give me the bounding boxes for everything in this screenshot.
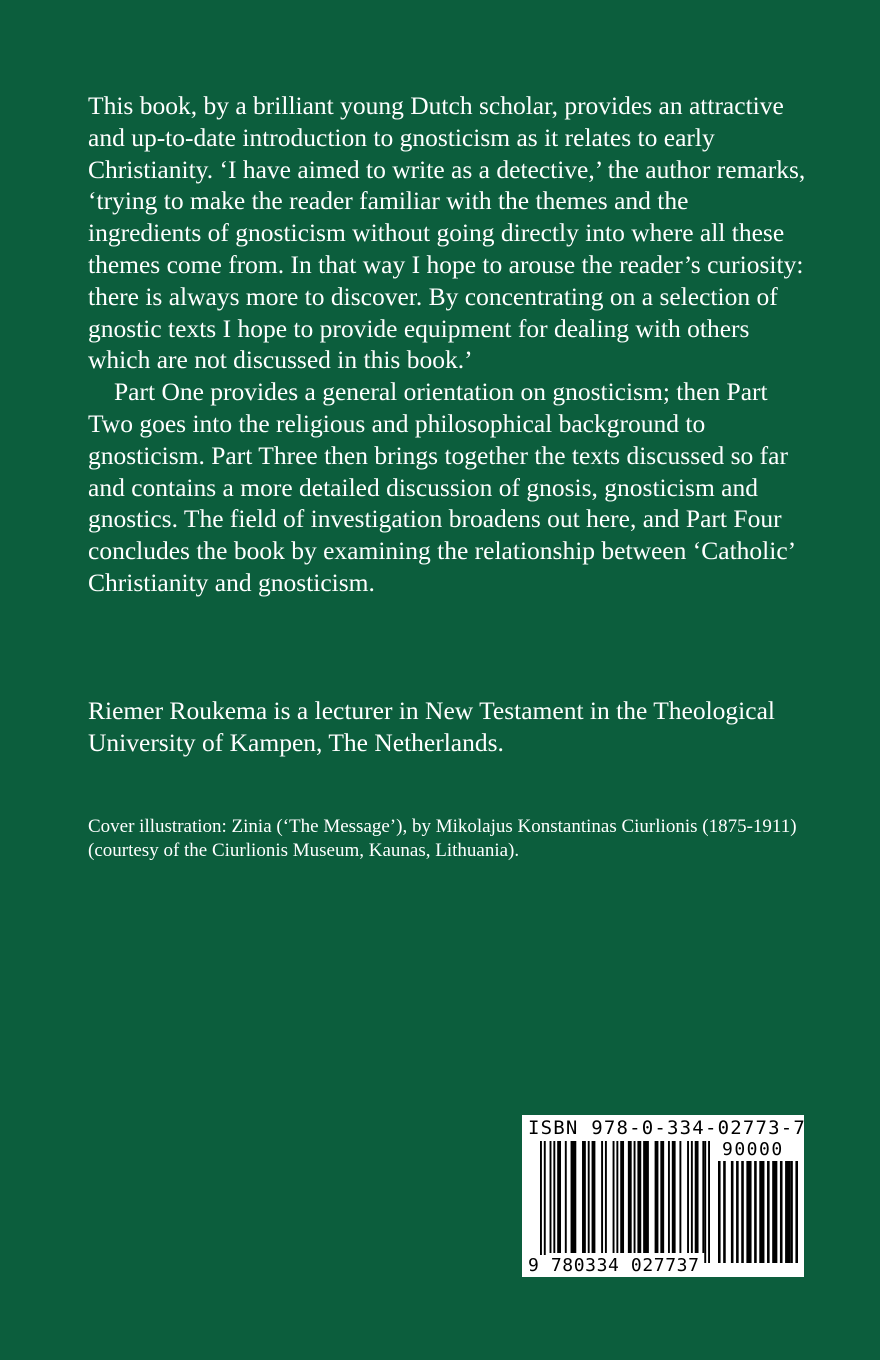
ean-barcode-bars <box>540 1141 710 1263</box>
cover-credit: Cover illustration: Zinia (‘The Message’), by Mikolajus Konstantinas Ciurlionis (1875-1911) (courtesy of the Ciurlionis Museum, Kaunas, Lithuania). <box>88 816 797 861</box>
barcode-bar <box>637 1141 641 1253</box>
barcode-bar <box>620 1141 624 1253</box>
barcode-bar <box>628 1141 632 1253</box>
barcode-bar <box>704 1141 706 1263</box>
barcode-bar <box>759 1161 764 1263</box>
barcode-bar <box>655 1141 659 1253</box>
barcode-bar <box>723 1161 726 1263</box>
ean-digits: 9 780334 027737 <box>528 1255 700 1276</box>
barcode-bar <box>660 1141 664 1253</box>
barcode-bar <box>582 1141 586 1253</box>
barcode-bar <box>557 1141 561 1253</box>
barcode-bar <box>718 1161 721 1263</box>
barcode-bar <box>668 1141 670 1253</box>
blurb-paragraph-2: Part One provides a general orientation on gnosticism; then Part Two goes into the religious and philosophical background to gnosticism. Part Three then brings together the texts discussed so far and contains a more detailed discussion of gnosis, gnosticism and gnostics. The field of investigation broadens out here, and Part Four concludes the book by examining the relationship between ‘Catholic’ Christianity and gnosticism. <box>88 377 795 597</box>
barcode-bar <box>643 1141 649 1253</box>
barcode-bar <box>553 1141 555 1253</box>
barcode-bar <box>679 1141 681 1253</box>
barcode-bar <box>695 1141 699 1253</box>
barcode-bar <box>601 1141 603 1253</box>
addon-barcode-bars <box>718 1161 798 1263</box>
barcode-bar <box>741 1161 744 1263</box>
barcode-bar <box>702 1141 704 1253</box>
blurb <box>88 90 808 599</box>
barcode-bar <box>708 1141 710 1263</box>
barcode-bar <box>790 1161 793 1263</box>
barcode-bar <box>687 1141 689 1253</box>
barcode <box>522 1115 807 1277</box>
barcode-bar <box>785 1161 790 1263</box>
author-bio: Riemer Roukema is a lecturer in New Testament in the Theological University of Kampen, The Netherlands. <box>88 696 775 757</box>
barcode-bar <box>571 1141 577 1253</box>
barcode-bar <box>754 1161 757 1263</box>
barcode-bar <box>550 1141 552 1253</box>
barcode-bar <box>605 1141 607 1253</box>
barcode-bar <box>616 1141 618 1253</box>
barcode-bar <box>544 1141 546 1263</box>
isbn-label: ISBN 978-0-334-02773-7 <box>528 1117 807 1139</box>
barcode-bar <box>540 1141 542 1263</box>
barcode-bar <box>772 1161 777 1263</box>
barcode-bar <box>672 1141 676 1253</box>
barcode-bar <box>746 1161 751 1263</box>
barcode-bar <box>795 1161 798 1263</box>
addon-digits: 90000 <box>722 1139 784 1160</box>
barcode-bar <box>736 1161 739 1263</box>
barcode-bar <box>634 1141 636 1253</box>
barcode-bar <box>588 1141 590 1253</box>
barcode-bar <box>691 1141 693 1253</box>
barcode-bar <box>780 1161 783 1263</box>
barcode-bar <box>613 1141 615 1253</box>
blurb-paragraph-1: This book, by a brilliant young Dutch scholar, provides an attractive and up-to-date introduction to gnosticism as it relates to early Christianity. ‘I have aimed to write as a detective,’ the author remarks, ‘trying to make the reader familiar with the themes and the ingredients of gnosticism without going directly into where all these themes come from. In that way I hope to arouse the reader’s curiosity: there is always more to discover. By concentrating on a selection of gnostic texts I hope to provide equipment for dealing with others which are not discussed in this book.’ <box>88 91 806 375</box>
barcode-bar <box>592 1141 596 1253</box>
barcode-bar <box>731 1161 734 1263</box>
barcode-bar <box>767 1161 770 1263</box>
barcode-bar <box>565 1141 567 1253</box>
